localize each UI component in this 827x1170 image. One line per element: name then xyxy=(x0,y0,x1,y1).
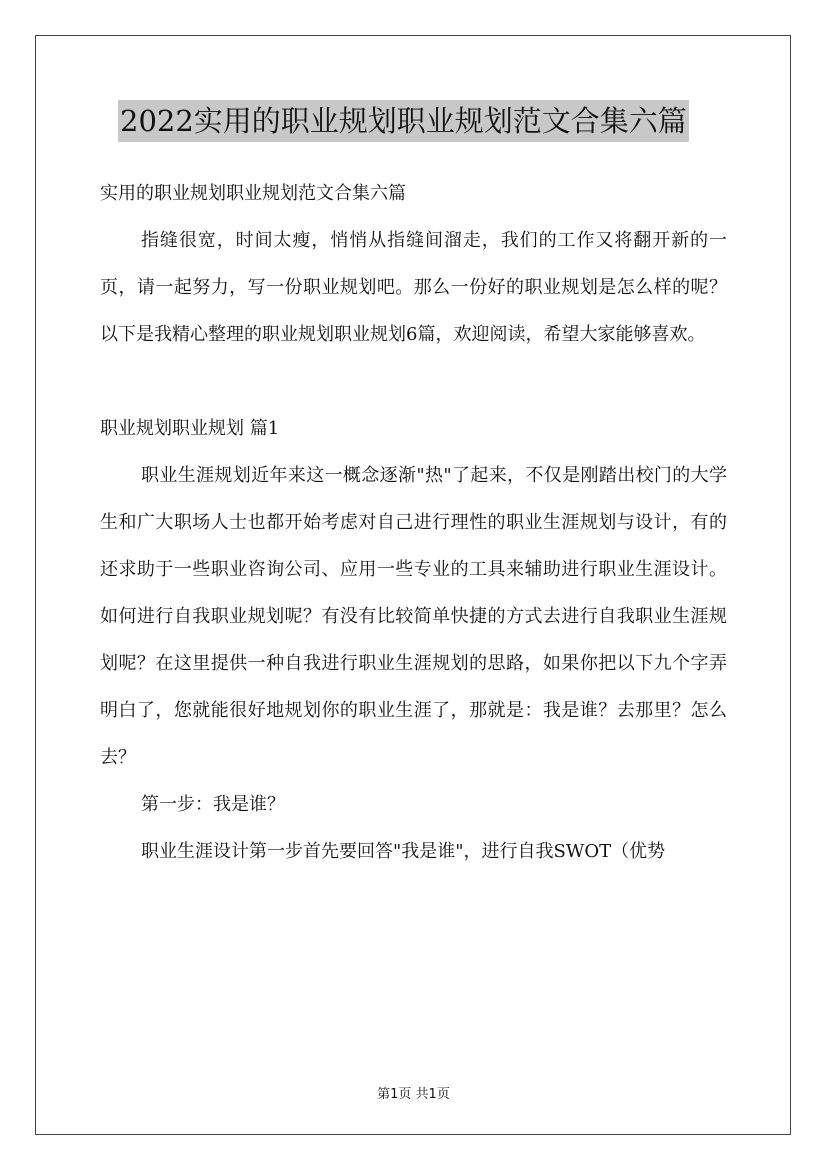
paragraph-gap xyxy=(100,358,727,405)
page-footer xyxy=(0,1083,827,1102)
section-heading: 职业规划职业规划 篇1 xyxy=(100,418,280,439)
body-paragraph-continued: 职业生涯设计第一步首先要回答"我是谁"，进行自我SWOT（优势 xyxy=(141,841,666,862)
page-number-label: 第1页 共1页 xyxy=(377,1087,450,1102)
intro-paragraph: 指缝很宽，时间太瘦，悄悄从指缝间溜走，我们的工作又将翻开新的一页，请一起努力，写一份职业规划吧。那么一份好的职业规划是怎么样的呢？以下是我精心整理的职业规划职业规划6篇，欢迎阅读，希望大家能够喜欢。 xyxy=(100,230,727,345)
document-body xyxy=(100,170,727,875)
document-title: 2022实用的职业规划职业规划范文合集六篇 xyxy=(118,100,689,142)
body-paragraph: 职业生涯规划近年来这一概念逐渐"热"了起来，不仅是刚踏出校门的大学生和广大职场人士也都开始考虑对自己进行理性的职业生涯规划与设计，有的还求助于一些职业咨询公司、应用一些专业的工具来辅助进行职业生涯设计。如何进行自我职业规划呢？有没有比较简单快捷的方式去进行自我职业生涯规划呢？在这里提供一种自我进行职业生涯规划的思路，如果你把以下九个字弄明白了，您就能很好地规划你的职业生涯了，那就是：我是谁？去那里？怎么去？ xyxy=(100,465,727,768)
step-heading: 第一步：我是谁？ xyxy=(141,794,285,815)
subtitle-paragraph: 实用的职业规划职业规划范文合集六篇 xyxy=(100,183,406,204)
